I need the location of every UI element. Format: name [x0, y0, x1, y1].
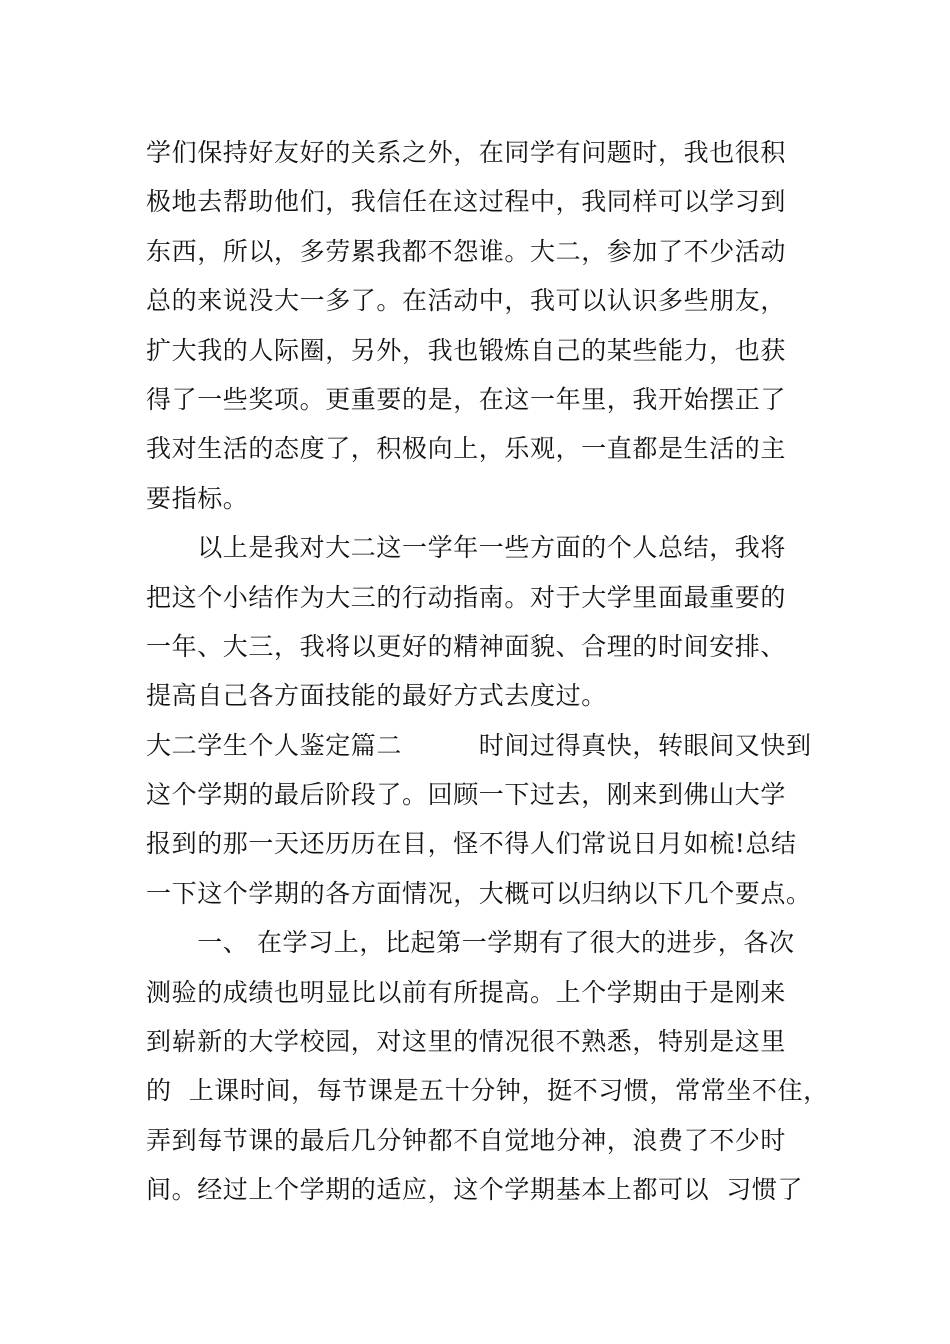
body-text [146, 128, 829, 1215]
text-line: 一、 在学习上，比起第一学期有了很大的进步，各次 [146, 928, 795, 958]
text-line: 测验的成绩也明显比以前有所提高。上个学期由于是刚来 [146, 977, 787, 1007]
text-line: 提高自己各方面技能的最好方式去度过。 [146, 681, 607, 711]
text-line: 极地去帮助他们，我信任在这过程中，我同样可以学习到 [146, 187, 787, 217]
text-line: 扩大我的人际圈，另外，我也锻炼自己的某些能力，也获 [146, 335, 787, 365]
text-line: 一下这个学期的各方面情况，大概可以归纳以下几个要点。 [146, 878, 812, 908]
text-line: 间。经过上个学期的适应，这个学期基本上都可以 习惯了 [146, 1175, 804, 1205]
text-line: 学们保持好友好的关系之外，在同学有问题时，我也很积 [146, 138, 787, 167]
text-line: 得了一些奖项。更重要的是，在这一年里，我开始摆正了 [146, 384, 787, 414]
text-line: 这个学期的最后阶段了。回顾一下过去，刚来到佛山大学 [146, 780, 787, 810]
text-line: 报到的那一天还历历在目，怪不得人们常说日月如梳!总结 [146, 829, 797, 859]
text-line: 一年、大三，我将以更好的精神面貌、合理的时间安排、 [146, 631, 787, 661]
text-line: 的 上课时间，每节课是五十分钟，挺不习惯，常常坐不住， [146, 1076, 829, 1106]
text-line: 弄到每节课的最后几分钟都不自觉地分神，浪费了不少时 [146, 1125, 787, 1155]
text-line: 东西，所以，多劳累我都不怨谁。大二，参加了不少活动 [146, 236, 787, 266]
text-line: 我对生活的态度了，积极向上，乐观，一直都是生活的主 [146, 434, 787, 464]
section-heading-line: 大二学生个人鉴定篇二 时间过得真快，转眼间又快到 [146, 730, 812, 760]
text-line: 以上是我对大二这一学年一些方面的个人总结，我将 [146, 533, 787, 563]
text-line: 要指标。 [146, 483, 249, 513]
text-line: 总的来说没大一多了。在活动中，我可以认识多些朋友， [146, 286, 787, 316]
text-line: 到崭新的大学校园，对这里的情况很不熟悉，特别是这里 [146, 1027, 787, 1057]
text-line: 把这个小结作为大三的行动指南。对于大学里面最重要的 [146, 582, 787, 612]
